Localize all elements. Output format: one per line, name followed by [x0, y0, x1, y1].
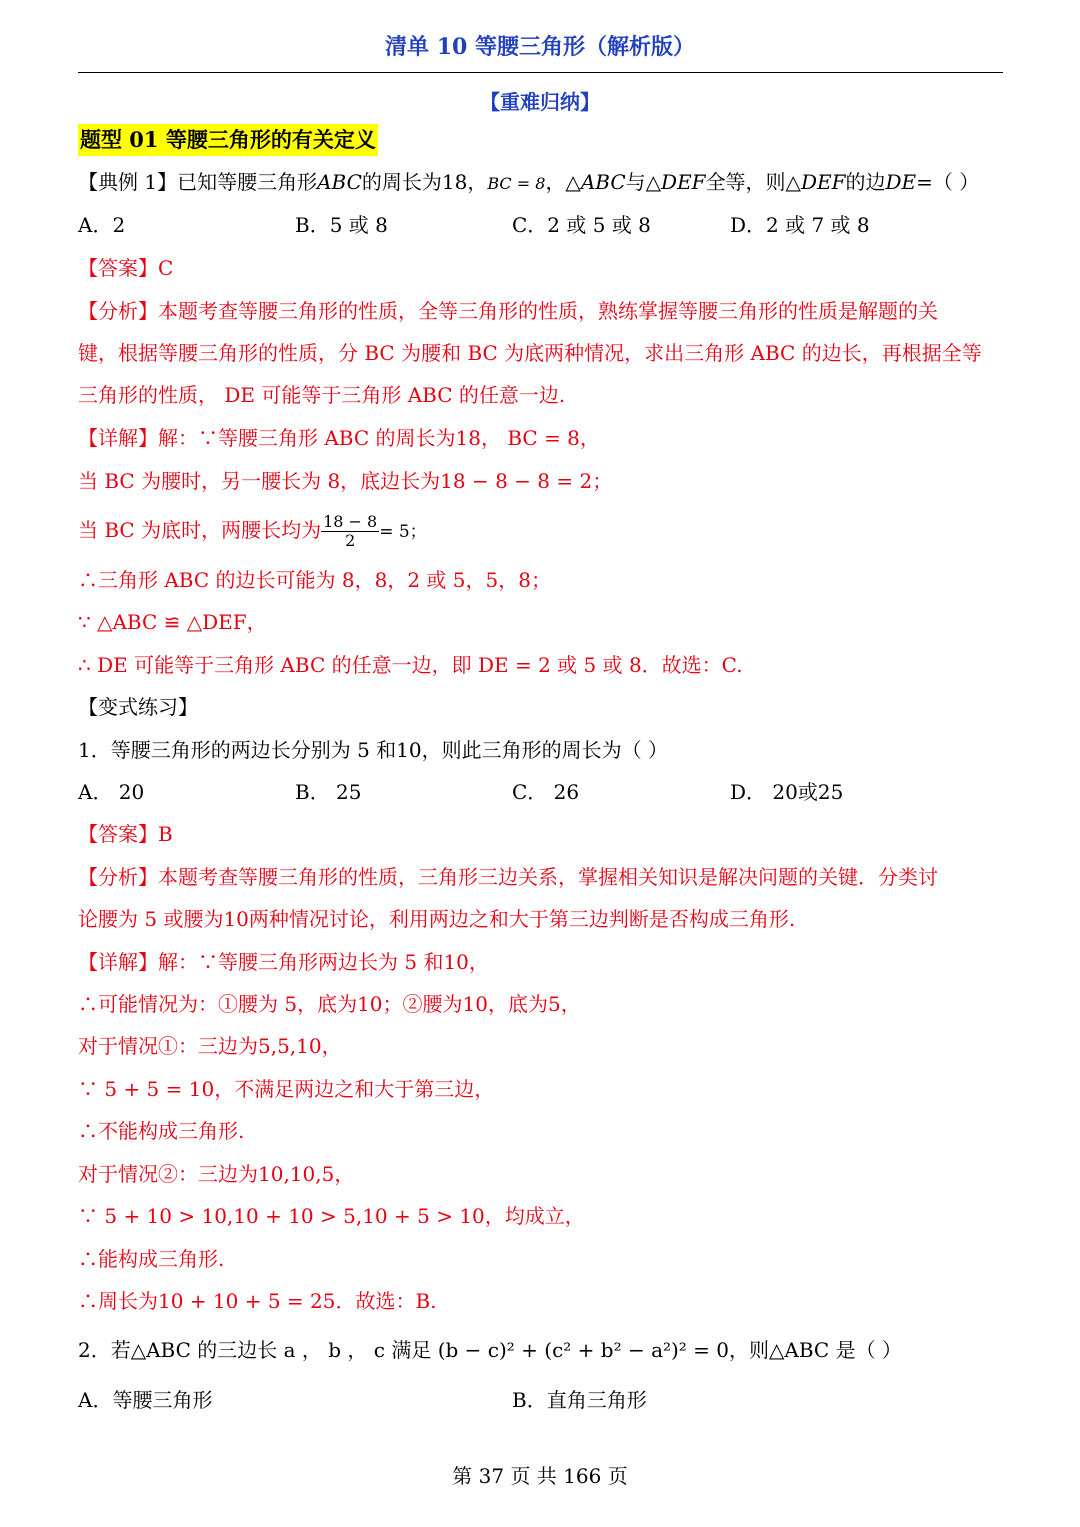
- practice-q1-detail-line: ∵ 5 + 10 > 10,10 + 10 > 5,10 + 5 > 10，均成立，: [78, 1204, 585, 1228]
- fraction: [321, 513, 379, 550]
- example1-question: [78, 168, 1003, 198]
- example1-question-text: 的边: [845, 170, 886, 194]
- example1-analysis-line: 【分析】本题考查等腰三角形的性质，全等三角形的性质，熟练掌握等腰三角形的性质是解题的关: [78, 299, 938, 323]
- practice-q1-detail-line: 对于情况②：三边为10,10,5，: [78, 1162, 355, 1186]
- example1-detail-line: ∴三角形 ABC 的边长可能为 8，8，2 或 5，5，8；: [78, 568, 551, 592]
- fraction-numerator: 18 − 8: [323, 512, 378, 531]
- example1-detail-line: 当 BC 为腰时，另一腰长为 8，底边长为18 − 8 − 8 = 2；: [78, 469, 613, 493]
- practice-q2: 2．若△ABC 的三边长 a ， b ， c 满足 (b − c)² + (c² + b² − a²)² = 0，则△ABC 是（ ）: [78, 1338, 902, 1362]
- example1-question-text: 与△: [625, 170, 662, 194]
- practice-q1-detail-line: ∴可能情况为：①腰为 5，底为10；②腰为10，底为5，: [78, 992, 581, 1016]
- example1-analysis-line: 键，根据等腰三角形的性质，分 BC 为腰和 BC 为底两种情况，求出三角形 ABC 的边长，再根据全等: [78, 341, 982, 365]
- option-c: C．2 或 5 或 8: [512, 213, 651, 237]
- option-d: D． 20或25: [730, 780, 844, 804]
- example1-question-text: 【典例 1】已知等腰三角形: [78, 170, 318, 194]
- header-rule: [78, 72, 1003, 73]
- example1-detail-line: 【详解】解：∵等腰三角形 ABC 的周长为18， BC = 8，: [78, 426, 600, 450]
- example1-detail-line: [78, 510, 1003, 552]
- example1-detail-line: ∵ △ABC ≌ △DEF，: [78, 610, 267, 634]
- example1-question-text: 全等，则△: [705, 170, 801, 194]
- practice-q1-detail-line: ∴能构成三角形.: [78, 1247, 225, 1271]
- math-def: DEF: [661, 170, 706, 194]
- practice-q1-answer: 【答案】B: [78, 822, 173, 846]
- math-abc: ABC: [317, 170, 362, 194]
- practice-q1-analysis-line: 论腰为 5 或腰为10两种情况讨论，利用两边之和大于第三边判断是否构成三角形.: [78, 907, 796, 931]
- option-a: A．等腰三角形: [78, 1388, 213, 1412]
- practice-q1-detail-line: 【详解】解：∵等腰三角形两边长为 5 和10，: [78, 950, 489, 974]
- option-b: B．直角三角形: [512, 1388, 647, 1412]
- math-bc: BC = 8: [487, 174, 546, 193]
- option-b: B． 25: [295, 780, 362, 804]
- practice-q1-detail-line: 对于情况①：三边为5,5,10，: [78, 1034, 342, 1058]
- detail-text: 当 BC 为底时，两腰长均为: [78, 518, 322, 542]
- option-d: D．2 或 7 或 8: [730, 213, 870, 237]
- detail-text: = 5；: [379, 522, 427, 542]
- page-footer: 第 37 页 共 166 页: [452, 1464, 628, 1488]
- math-def: DEF: [800, 170, 846, 194]
- example1-question-text: 的周长为18，: [361, 170, 488, 194]
- fraction-denominator: 2: [345, 531, 356, 550]
- example1-question-text: ，△: [545, 170, 581, 194]
- practice-q1-analysis-line: 【分析】本题考查等腰三角形的性质，三角形三边关系，掌握相关知识是解决问题的关键．分类讨: [78, 865, 938, 889]
- example1-analysis-line: 三角形的性质， DE 可能等于三角形 ABC 的任意一边.: [78, 383, 566, 407]
- option-c: C． 26: [512, 780, 580, 804]
- practice-heading: 【变式练习】: [78, 695, 198, 719]
- option-a: A．2: [78, 213, 126, 237]
- practice-q1-detail-line: ∴周长为10 + 10 + 5 = 25．故选：B.: [78, 1289, 437, 1313]
- question-type-heading: 题型 01 等腰三角形的有关定义: [78, 124, 378, 156]
- document-title: 清单 10 等腰三角形（解析版）: [385, 34, 695, 60]
- math-abc: ABC: [580, 170, 626, 194]
- practice-q1-detail-line: ∵ 5 + 5 = 10，不满足两边之和大于第三边，: [78, 1077, 495, 1101]
- example1-question-text: =（ ）: [916, 170, 980, 194]
- practice-q1: 1．等腰三角形的两边长分别为 5 和10，则此三角形的周长为（ ）: [78, 738, 668, 762]
- example1-detail-line: ∴ DE 可能等于三角形 ABC 的任意一边，即 DE = 2 或 5 或 8．故选：C.: [78, 653, 743, 677]
- option-b: B．5 或 8: [295, 213, 388, 237]
- math-de: DE: [885, 170, 917, 194]
- example1-answer: 【答案】C: [78, 256, 174, 280]
- option-a: A． 20: [78, 780, 145, 804]
- section-title: 【重难归纳】: [480, 90, 600, 114]
- practice-q1-detail-line: ∴不能构成三角形.: [78, 1119, 245, 1143]
